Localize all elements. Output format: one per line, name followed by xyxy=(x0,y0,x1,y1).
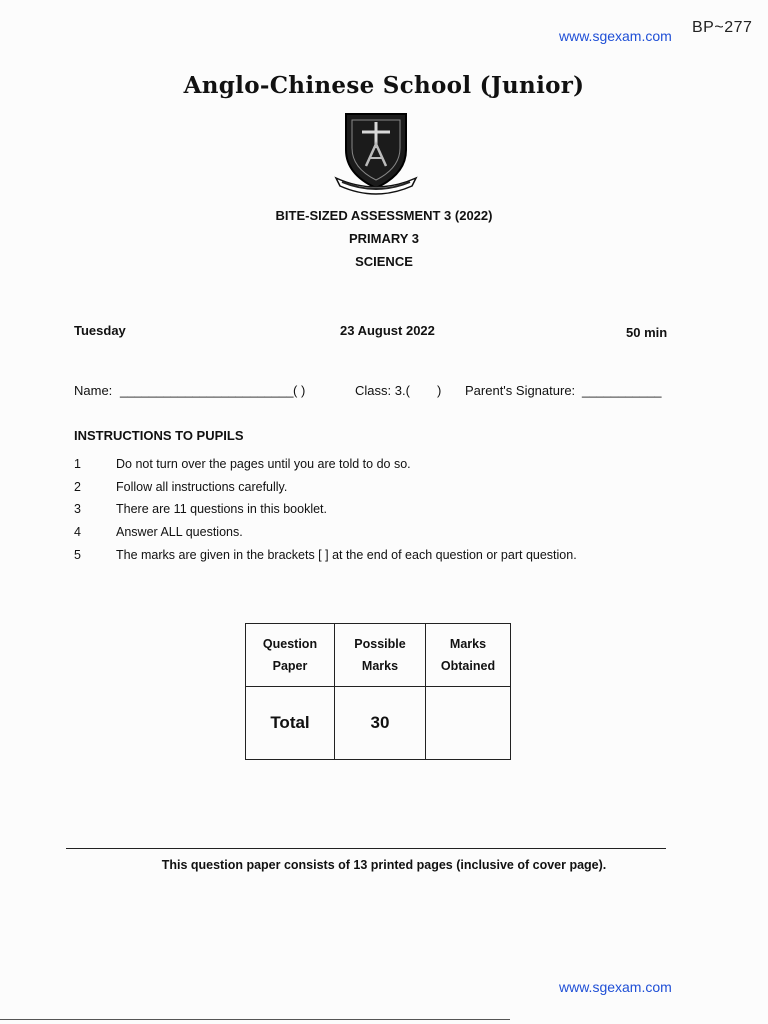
instruction-item: 2 Follow all instructions carefully. xyxy=(74,480,288,494)
sgexam-link-bottom[interactable]: www.sgexam.com xyxy=(559,979,672,995)
assessment-title: BITE-SIZED ASSESSMENT 3 (2022) xyxy=(275,208,493,223)
class-label: Class: 3.( xyxy=(355,383,410,398)
marks-table xyxy=(245,623,511,760)
exam-day: Tuesday xyxy=(74,323,126,338)
header-marks-obtained: Marks Obtained xyxy=(426,624,511,687)
school-name: Anglo-Chinese School (Junior) xyxy=(183,72,585,99)
page-count-note: This question paper consists of 13 printed pages (inclusive of cover page). xyxy=(161,858,607,872)
total-label: Total xyxy=(246,687,335,760)
name-field[interactable]: ________________________ xyxy=(120,383,294,398)
instruction-item: 3 There are 11 questions in this booklet. xyxy=(74,502,328,516)
page-edge-line xyxy=(0,1019,510,1020)
class-close-bracket: ) xyxy=(437,383,442,398)
instructions-title: INSTRUCTIONS TO PUPILS xyxy=(74,428,244,443)
header-possible-marks: Possible Marks xyxy=(335,624,426,687)
divider xyxy=(66,848,666,849)
instruction-item: 4 Answer ALL questions. xyxy=(74,525,243,539)
level-title: PRIMARY 3 xyxy=(348,231,420,246)
header-question-paper: Question Paper xyxy=(246,624,335,687)
exam-duration: 50 min xyxy=(626,325,668,340)
name-label: Name: xyxy=(74,383,113,398)
parent-signature-field[interactable]: ___________ xyxy=(582,383,662,398)
bp-code: BP~277 xyxy=(692,19,753,36)
index-number-field[interactable]: ( ) xyxy=(293,383,306,398)
instruction-item: 5 The marks are given in the brackets [ ] at the end of each question or part question. xyxy=(74,548,577,562)
parent-signature-label: Parent's Signature: xyxy=(465,383,576,398)
marks-obtained-cell[interactable] xyxy=(426,687,511,760)
school-crest-icon xyxy=(332,108,420,196)
subject-title: SCIENCE xyxy=(355,254,413,269)
sgexam-link-top[interactable]: www.sgexam.com xyxy=(559,28,672,44)
possible-marks-value: 30 xyxy=(335,687,426,760)
instruction-item: 1 Do not turn over the pages until you are told to do so. xyxy=(74,457,411,471)
exam-date: 23 August 2022 xyxy=(340,323,435,338)
